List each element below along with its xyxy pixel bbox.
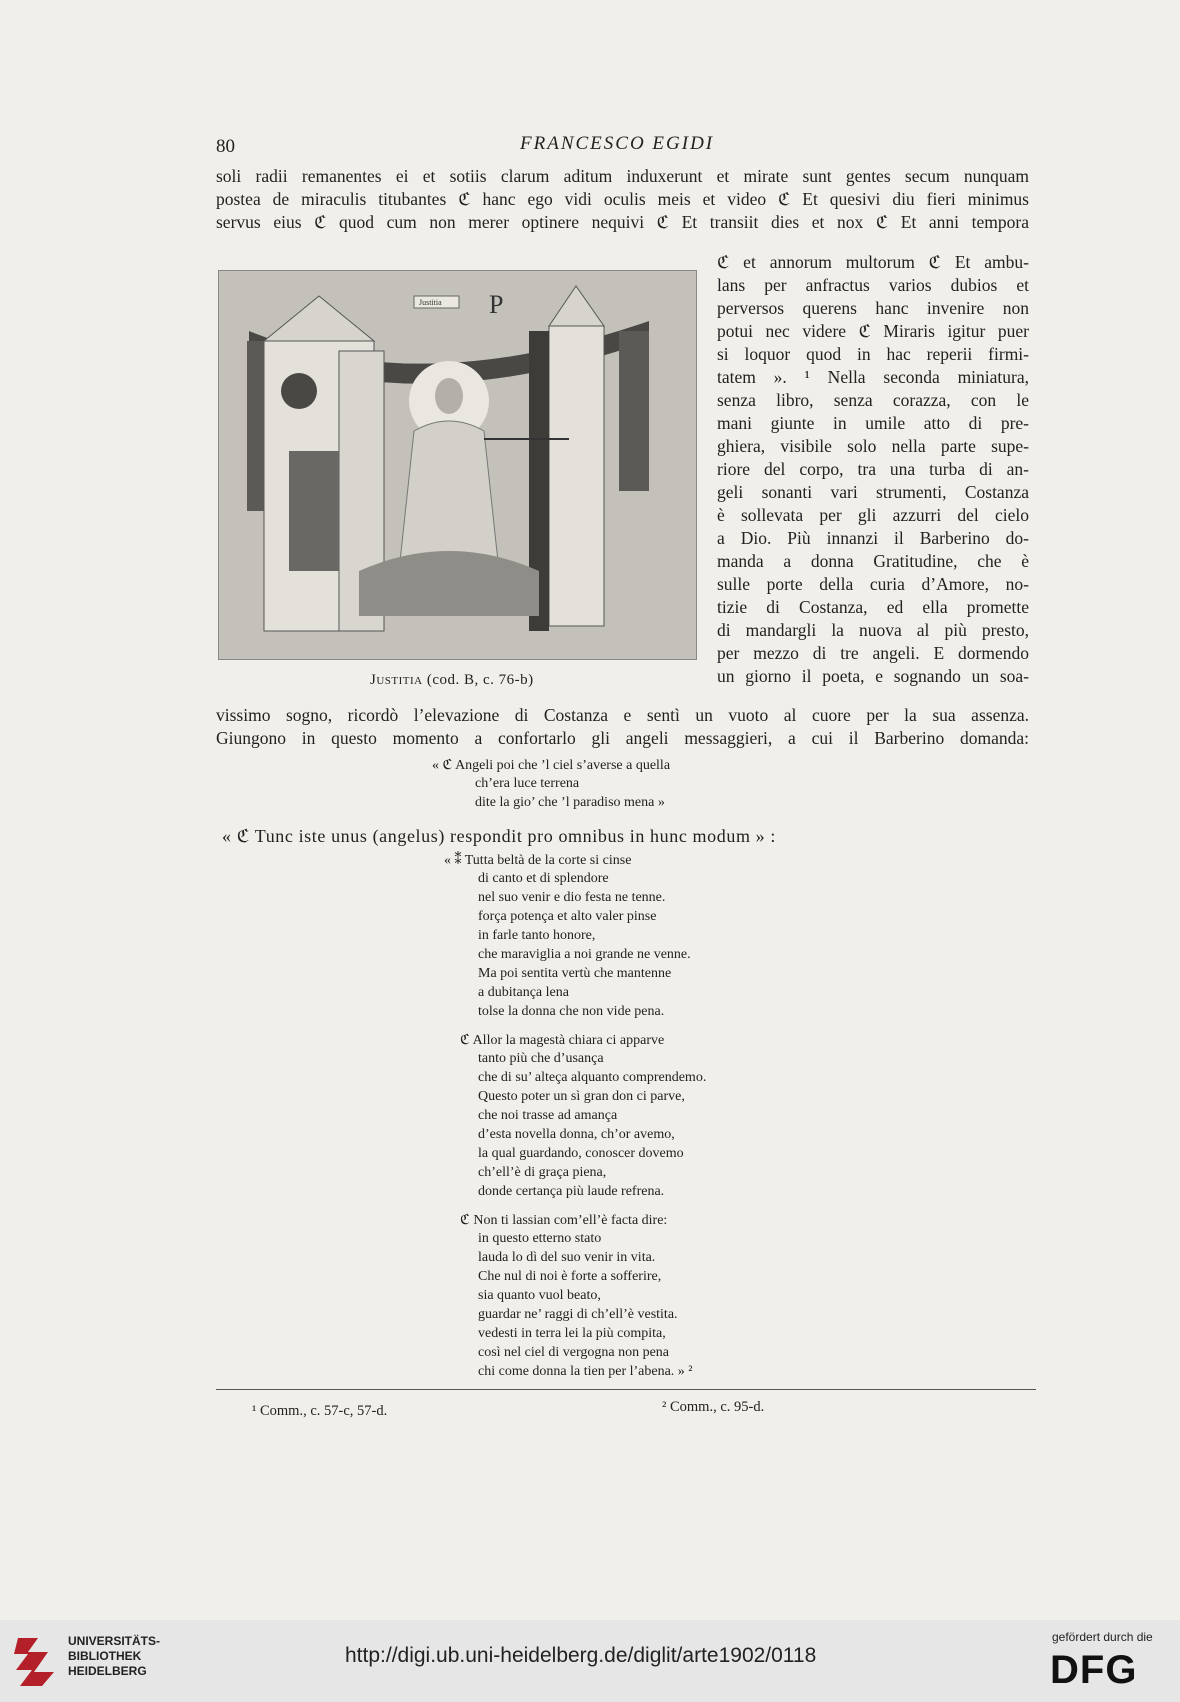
text-line: per mezzo di tre angeli. E dormendo xyxy=(717,643,1029,663)
poem-line: in farle tanto honore, xyxy=(478,928,596,943)
poem-line: Questo poter un sì gran don ci parve, xyxy=(478,1089,685,1104)
poem-line: guardar ne’ raggi di ch’ell’è vestita. xyxy=(478,1307,678,1322)
quote-line: dite la gio’ che ’l paradiso mena » xyxy=(475,795,665,810)
poem-line: in questo etterno stato xyxy=(478,1231,602,1246)
poem-line: lauda lo dì del suo venir in vita. xyxy=(478,1250,656,1265)
text-line: manda a donna Gratitudine, che è xyxy=(717,551,1029,571)
running-title: FRANCESCO EGIDI xyxy=(520,133,715,154)
text-line: riore del corpo, tra una turba di an- xyxy=(717,459,1029,479)
text-line: tizie di Costanza, ed ella promette xyxy=(717,597,1029,617)
text-line: servus eius ℭ quod cum non merer optinere nequivi ℭ Et transiit dies et nox ℭ Et anni tempora xyxy=(216,212,1029,232)
poem-line: tanto più che d’usança xyxy=(478,1051,604,1066)
text-line: senza libro, senza corazza, con le xyxy=(717,390,1029,410)
poem-line: ℭ Non ti lassian com’ell’è facta dire: xyxy=(460,1213,668,1228)
poem-line: « ⁑ Tutta beltà de la corte si cinse xyxy=(444,853,632,868)
justitia-miniature xyxy=(219,271,696,659)
footnote-2: ² Comm., c. 95-d. xyxy=(662,1399,765,1415)
poem-line: che noi trasse ad amança xyxy=(478,1108,618,1123)
text-line: a Dio. Più innanzi il Barberino do- xyxy=(717,528,1029,548)
library-logo-icon xyxy=(14,1632,60,1690)
poem-line: di canto et di splendore xyxy=(478,871,609,886)
miniature-illustration xyxy=(218,270,697,660)
poem-line: tolse la donna che non vide pena. xyxy=(478,1004,665,1019)
text-line: Giungono in questo momento a confortarlo gli angeli messaggieri, a cui il Barberino domanda: xyxy=(216,728,1029,748)
poem-line: così nel ciel di vergogna non pena xyxy=(478,1345,670,1360)
text-line: geli sonanti vari strumenti, Costanza xyxy=(717,482,1029,502)
poem-line: força potença et alto valer pinse xyxy=(478,909,657,924)
text-line: di mandargli la nuova al più presto, xyxy=(717,620,1029,640)
text-line: perversos querens hanc invenire non xyxy=(717,298,1029,318)
text-line: lans per anfractus varios dubios et xyxy=(717,275,1029,295)
poem-line: a dubitança lena xyxy=(478,985,569,1000)
text-line: tatem ». ¹ Nella seconda miniatura, xyxy=(717,367,1029,387)
dfg-logo: DFG xyxy=(1050,1648,1138,1692)
text-line: si loquor quod in hac reperii firmi- xyxy=(717,344,1029,364)
poem-line: Che nul di noi è forte a sofferire, xyxy=(478,1269,662,1284)
poem-line: ch’ell’è di graça piena, xyxy=(478,1165,607,1180)
poem-line: donde certança più laude refrena. xyxy=(478,1184,665,1199)
text-line: un giorno il poeta, e sognando un soa- xyxy=(717,666,1029,686)
inscription-letter: P xyxy=(489,290,504,319)
figure-caption xyxy=(370,672,534,689)
permalink-url[interactable]: http://digi.ub.uni-heidelberg.de/diglit/arte1902/0118 xyxy=(345,1644,817,1667)
poem-line: d’esta novella donna, ch’or avemo, xyxy=(478,1127,675,1142)
caption-reference: (cod. B, c. 76-b) xyxy=(426,672,534,688)
poem-line: sia quanto vuol beato, xyxy=(478,1288,601,1303)
text-line: ℭ et annorum multorum ℭ Et ambu- xyxy=(717,252,1029,272)
text-line: postea de miraculis titubantes ℭ hanc ego vidi oculis meis et video ℭ Et quesivi diu fieri minimus xyxy=(216,189,1029,209)
quote-line: ch’era luce terrena xyxy=(475,776,580,791)
poem-line: che maraviglia a noi grande ne venne. xyxy=(478,947,691,962)
library-name: UNIVERSITÄTS- BIBLIOTHEK HEIDELBERG xyxy=(68,1634,161,1678)
poem-line: Ma poi sentita vertù che mantenne xyxy=(478,966,672,981)
text-line: vissimo sogno, ricordò l’elevazione di Costanza e sentì un vuoto al cuore per la sua assenza. xyxy=(216,705,1029,725)
quote-line: « ℭ Angeli poi che ’l ciel s’averse a quella xyxy=(432,758,671,773)
text-line: soli radii remanentes ei et sotiis clarum aditum induxerunt et mirate sunt gentes secum nunquam xyxy=(216,166,1029,186)
poem-line: chi come donna la tien per l’abena. » ² xyxy=(478,1364,693,1379)
poem-line: vedesti in terra lei la più compita, xyxy=(478,1326,666,1341)
footnote-rule xyxy=(216,1389,1036,1390)
text-line: potui nec videre ℭ Miraris igitur puer xyxy=(717,321,1029,341)
text-line: è sollevata per gli azzurri del cielo xyxy=(717,505,1029,525)
intro-line: « ℭ Tunc iste unus (angelus) respondit pro omnibus in hunc modum » : xyxy=(222,826,776,846)
poem-line: che di su’ alteça alquanto comprendemo. xyxy=(478,1070,707,1085)
text-line: ghiera, visibile solo nella parte supe- xyxy=(717,436,1029,456)
text-line: mani giunte in umile atto di pre- xyxy=(717,413,1029,433)
poem-line: la qual guardando, conoscer dovemo xyxy=(478,1146,684,1161)
caption-name: Justitia xyxy=(370,672,423,688)
inscription-label: Justitia xyxy=(419,298,442,307)
digitization-footer xyxy=(0,1620,1180,1702)
poem-line: nel suo venir e dio festa ne tenne. xyxy=(478,890,666,905)
text-line: sulle porte della curia d’Amore, no- xyxy=(717,574,1029,594)
page-number: 80 xyxy=(216,136,235,157)
funding-label: gefördert durch die xyxy=(1052,1630,1153,1644)
poem-line: ℭ Allor la magestà chiara ci apparve xyxy=(460,1033,665,1048)
footnote-1: ¹ Comm., c. 57-c, 57-d. xyxy=(252,1403,388,1419)
